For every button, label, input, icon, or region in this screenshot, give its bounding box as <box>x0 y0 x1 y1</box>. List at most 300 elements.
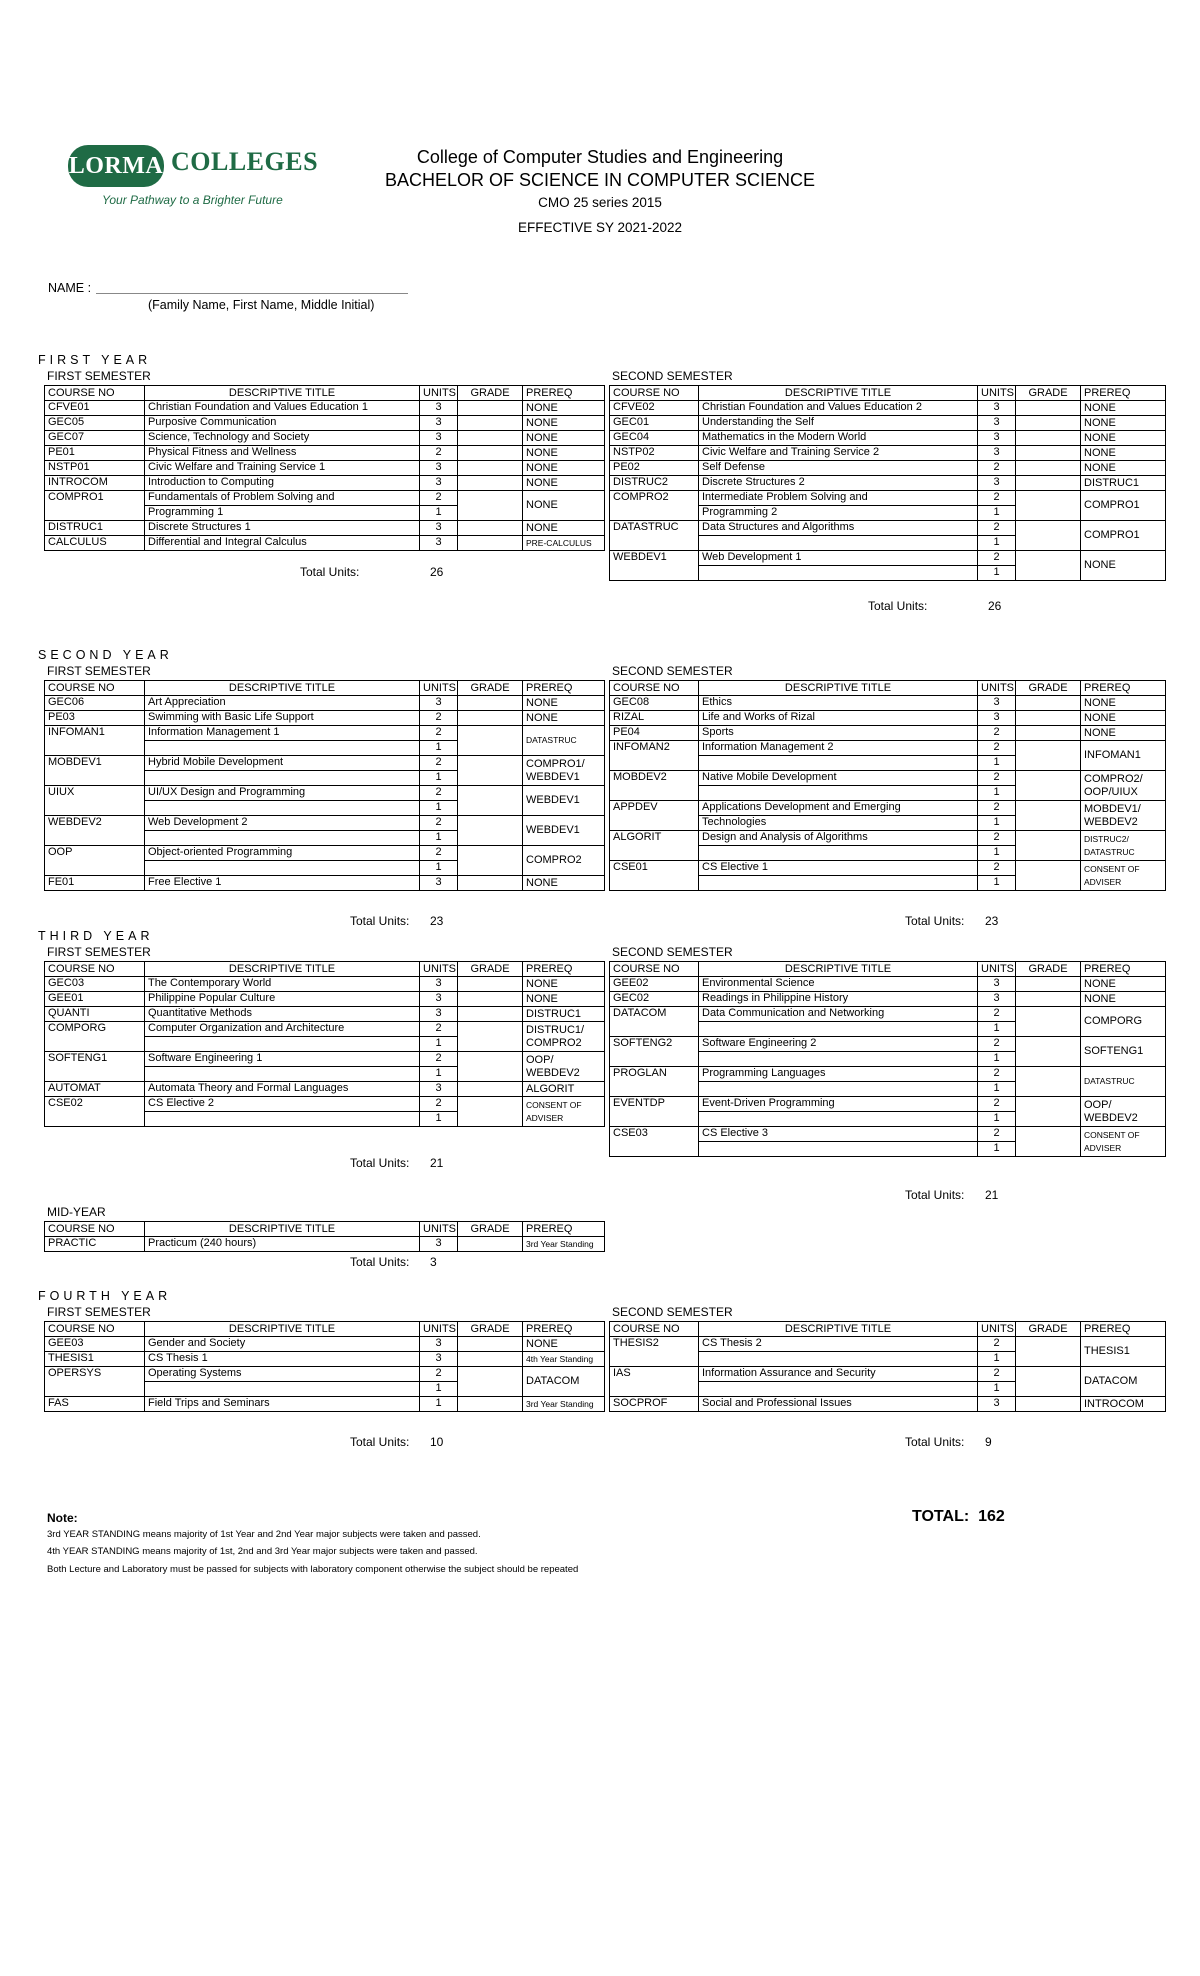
course-units: 3 <box>420 1337 458 1352</box>
prereq-line: ALGORIT <box>526 1082 575 1095</box>
grade-cell[interactable] <box>458 401 523 416</box>
course-units: 3 <box>420 1007 458 1022</box>
col-prereq-header: PREREQ <box>523 1322 605 1337</box>
course-code: PE02 <box>610 461 699 476</box>
prereq-line: COMPRO2 <box>526 854 582 866</box>
course-title: Data Communication and Networking <box>699 1007 978 1022</box>
course-units-lab: 1 <box>978 756 1016 771</box>
course-table <box>44 1321 605 1412</box>
course-code: GEC04 <box>610 431 699 446</box>
prereq-line: INFOMAN1 <box>1084 749 1141 761</box>
course-prereq <box>523 1082 605 1097</box>
course-units: 2 <box>978 1337 1016 1352</box>
course-units-lab: 1 <box>978 1112 1016 1127</box>
table-row <box>45 977 605 992</box>
col-grade-header: GRADE <box>1016 962 1081 977</box>
grade-cell[interactable] <box>458 476 523 491</box>
grade-cell[interactable] <box>458 846 523 876</box>
total-units <box>905 914 1055 928</box>
total-units-value: 10 <box>430 1435 444 1449</box>
table-row <box>610 461 1166 476</box>
grade-cell[interactable] <box>458 816 523 846</box>
course-prereq <box>523 476 605 491</box>
course-code: COMPRO2 <box>610 491 699 521</box>
grade-cell[interactable] <box>1016 1367 1081 1397</box>
grade-cell[interactable] <box>1016 1097 1081 1127</box>
grade-cell[interactable] <box>1016 521 1081 551</box>
grade-cell[interactable] <box>1016 461 1081 476</box>
table-row <box>45 786 605 801</box>
course-title: Software Engineering 1 <box>145 1052 420 1067</box>
course-title: Free Elective 1 <box>145 876 420 891</box>
course-units-lab: 1 <box>978 786 1016 801</box>
col-title-header: DESCRIPTIVE TITLE <box>699 386 978 401</box>
course-code: SOFTENG2 <box>610 1037 699 1067</box>
course-units-lab: 1 <box>978 876 1016 891</box>
prereq-line: DATACOM <box>1084 1375 1138 1387</box>
course-title: CS Thesis 1 <box>145 1352 420 1367</box>
course-title: Understanding the Self <box>699 416 978 431</box>
grade-cell[interactable] <box>458 1022 523 1052</box>
table-row <box>45 1397 605 1412</box>
col-units-header: UNITS <box>978 681 1016 696</box>
grand-total-label: TOTAL: <box>912 1508 970 1525</box>
prereq-line: ADVISER <box>1084 876 1122 887</box>
grade-cell[interactable] <box>458 977 523 992</box>
course-code: QUANTI <box>45 1007 145 1022</box>
prereq-line: NONE <box>1084 401 1116 414</box>
course-units: 3 <box>978 992 1016 1007</box>
course-code: WEBDEV1 <box>610 551 699 581</box>
grade-cell[interactable] <box>1016 726 1081 741</box>
table-row <box>610 771 1166 786</box>
course-title: Event-Driven Programming <box>699 1097 978 1112</box>
course-table <box>44 1221 605 1252</box>
course-prereq <box>523 446 605 461</box>
note-line: Both Lecture and Laboratory must be passed for subjects with laboratory component otherwise the subject should be repeated <box>47 1564 579 1575</box>
course-title-cont <box>699 566 978 581</box>
col-grade-header: GRADE <box>1016 386 1081 401</box>
prereq-line: DISTRUC2/ <box>1084 833 1129 844</box>
prereq-line: ADVISER <box>526 1112 564 1123</box>
course-title: Environmental Science <box>699 977 978 992</box>
course-units: 2 <box>978 831 1016 846</box>
course-prereq <box>523 536 605 551</box>
course-title: Object-oriented Programming <box>145 846 420 861</box>
grade-cell[interactable] <box>458 992 523 1007</box>
grade-cell[interactable] <box>1016 491 1081 521</box>
course-units: 2 <box>978 861 1016 876</box>
course-units-lab: 1 <box>978 1142 1016 1157</box>
table-row <box>610 416 1166 431</box>
course-code: EVENTDP <box>610 1097 699 1127</box>
grade-cell[interactable] <box>458 1367 523 1397</box>
course-title: Swimming with Basic Life Support <box>145 711 420 726</box>
course-units-lab: 1 <box>978 506 1016 521</box>
grade-cell[interactable] <box>458 786 523 816</box>
course-units: 3 <box>420 696 458 711</box>
grade-cell[interactable] <box>458 1352 523 1367</box>
grade-cell[interactable] <box>1016 401 1081 416</box>
grade-cell[interactable] <box>1016 1067 1081 1097</box>
prereq-line: MOBDEV1/ <box>1084 802 1141 815</box>
name-field-line[interactable] <box>96 293 408 294</box>
total-units-value: 23 <box>430 914 444 928</box>
table-row <box>610 726 1166 741</box>
table-header-row <box>610 1322 1166 1337</box>
course-units: 3 <box>420 431 458 446</box>
prereq-line: OOP/UIUX <box>1084 785 1138 798</box>
table-row <box>610 431 1166 446</box>
prereq-line: NONE <box>526 431 558 444</box>
note-line: 4th YEAR STANDING means majority of 1st, 2nd and 3rd Year major subjects were taken and passed. <box>47 1546 478 1557</box>
table-header-row <box>610 962 1166 977</box>
course-title: CS Elective 1 <box>699 861 978 876</box>
total-units <box>350 1255 500 1269</box>
course-title: Christian Foundation and Values Education 2 <box>699 401 978 416</box>
course-code: OPERSYS <box>45 1367 145 1397</box>
col-grade-header: GRADE <box>458 681 523 696</box>
col-grade-header: GRADE <box>458 386 523 401</box>
total-units-label: Total Units: <box>350 1255 410 1269</box>
prereq-line: NONE <box>526 499 558 511</box>
course-title: Web Development 1 <box>699 551 978 566</box>
table-header-row <box>45 1222 605 1237</box>
course-title: Data Structures and Algorithms <box>699 521 978 536</box>
grade-cell[interactable] <box>1016 992 1081 1007</box>
course-prereq <box>1081 431 1166 446</box>
course-units: 3 <box>420 476 458 491</box>
table-row <box>610 711 1166 726</box>
course-units: 2 <box>978 1067 1016 1082</box>
table-row <box>45 1007 605 1022</box>
course-title: CS Elective 3 <box>699 1127 978 1142</box>
course-prereq <box>523 756 605 786</box>
prereq-line: NONE <box>1084 977 1116 990</box>
prereq-line: NONE <box>526 446 558 459</box>
prereq-line: NONE <box>1084 711 1116 724</box>
grade-cell[interactable] <box>1016 446 1081 461</box>
course-prereq <box>523 431 605 446</box>
course-title: Civic Welfare and Training Service 1 <box>145 461 420 476</box>
table-row <box>45 416 605 431</box>
course-title-cont: Programming 2 <box>699 506 978 521</box>
course-units: 3 <box>978 1397 1016 1412</box>
sem-heading: FIRST SEMESTER <box>47 945 151 959</box>
year-heading-4: FOURTH YEAR <box>38 1289 172 1303</box>
grade-cell[interactable] <box>1016 476 1081 491</box>
grade-cell[interactable] <box>458 1237 523 1252</box>
grand-total-value: 162 <box>978 1508 1005 1525</box>
col-title-header: DESCRIPTIVE TITLE <box>145 962 420 977</box>
course-code: GEC08 <box>610 696 699 711</box>
table-row <box>610 696 1166 711</box>
course-units: 2 <box>420 1367 458 1382</box>
course-units: 2 <box>978 551 1016 566</box>
course-units-lab: 1 <box>420 1382 458 1397</box>
course-title: Intermediate Problem Solving and <box>699 491 978 506</box>
sem-heading: SECOND SEMESTER <box>612 1305 733 1319</box>
course-prereq <box>1081 992 1166 1007</box>
course-prereq <box>1081 801 1166 831</box>
grade-cell[interactable] <box>1016 1007 1081 1037</box>
course-units-lab: 1 <box>978 1052 1016 1067</box>
grade-cell[interactable] <box>458 1082 523 1097</box>
total-units-label: Total Units: <box>350 1435 410 1449</box>
prereq-line: NONE <box>526 521 558 534</box>
prereq-line: NONE <box>1084 431 1116 444</box>
prereq-line: WEBDEV1 <box>526 794 580 806</box>
course-title-cont <box>699 536 978 551</box>
course-code: FAS <box>45 1397 145 1412</box>
course-title-cont <box>145 831 420 846</box>
table-row <box>610 801 1166 816</box>
table-row <box>45 491 605 506</box>
grade-cell[interactable] <box>1016 711 1081 726</box>
course-code: SOCPROF <box>610 1397 699 1412</box>
prereq-line: 4th Year Standing <box>526 1353 594 1364</box>
prereq-line: CONSENT OF <box>1084 863 1140 874</box>
total-units <box>905 1435 1055 1449</box>
course-units: 3 <box>978 711 1016 726</box>
table-row <box>610 861 1166 876</box>
course-code: DISTRUC1 <box>45 521 145 536</box>
grade-cell[interactable] <box>458 1337 523 1352</box>
grade-cell[interactable] <box>458 1007 523 1022</box>
sem-heading: SECOND SEMESTER <box>612 664 733 678</box>
prereq-line: INTROCOM <box>1084 1397 1144 1410</box>
course-table <box>609 961 1166 1157</box>
course-code: THESIS2 <box>610 1337 699 1367</box>
col-grade-header: GRADE <box>458 1222 523 1237</box>
course-units: 2 <box>420 726 458 741</box>
course-prereq <box>1081 416 1166 431</box>
course-title-cont <box>145 1382 420 1397</box>
course-title: Hybrid Mobile Development <box>145 756 420 771</box>
course-prereq <box>523 1052 605 1082</box>
course-title: Self Defense <box>699 461 978 476</box>
table-row <box>610 977 1166 992</box>
course-title-cont <box>699 1352 978 1367</box>
grade-cell[interactable] <box>1016 771 1081 801</box>
grade-cell[interactable] <box>458 446 523 461</box>
course-units-lab: 1 <box>420 1067 458 1082</box>
grade-cell[interactable] <box>458 696 523 711</box>
prereq-line: OOP/ <box>526 1053 554 1066</box>
course-prereq <box>1081 726 1166 741</box>
course-prereq <box>1081 491 1166 521</box>
grade-cell[interactable] <box>1016 551 1081 581</box>
course-units-lab: 1 <box>978 1082 1016 1097</box>
grade-cell[interactable] <box>458 1052 523 1082</box>
prereq-line: NONE <box>1084 696 1116 709</box>
table-header-row <box>610 681 1166 696</box>
course-units-lab: 1 <box>420 506 458 521</box>
course-units: 2 <box>978 491 1016 506</box>
col-course-header: COURSE NO <box>610 1322 699 1337</box>
course-title: CS Thesis 2 <box>699 1337 978 1352</box>
course-prereq <box>523 461 605 476</box>
table-header-row <box>45 962 605 977</box>
course-title: Purposive Communication <box>145 416 420 431</box>
table-row <box>610 992 1166 1007</box>
course-units: 2 <box>420 786 458 801</box>
grade-cell[interactable] <box>458 711 523 726</box>
col-title-header: DESCRIPTIVE TITLE <box>145 386 420 401</box>
course-code: UIUX <box>45 786 145 816</box>
table-row <box>610 1007 1166 1022</box>
course-units: 3 <box>978 977 1016 992</box>
table-row <box>610 741 1166 756</box>
grade-cell[interactable] <box>1016 1397 1081 1412</box>
course-code: IAS <box>610 1367 699 1397</box>
grade-cell[interactable] <box>1016 801 1081 831</box>
course-code: INFOMAN1 <box>45 726 145 756</box>
sem-heading: FIRST SEMESTER <box>47 664 151 678</box>
course-prereq <box>523 992 605 1007</box>
course-title-cont: Programming 1 <box>145 506 420 521</box>
total-units-value: 23 <box>985 914 999 928</box>
table-row <box>45 461 605 476</box>
grade-cell[interactable] <box>1016 1037 1081 1067</box>
grade-cell[interactable] <box>458 416 523 431</box>
course-prereq <box>523 1352 605 1367</box>
course-prereq <box>523 416 605 431</box>
course-code: CALCULUS <box>45 536 145 551</box>
course-units: 2 <box>978 726 1016 741</box>
course-title: Applications Development and Emerging <box>699 801 978 816</box>
course-prereq <box>1081 1097 1166 1127</box>
course-code: INFOMAN2 <box>610 741 699 771</box>
course-title: Gender and Society <box>145 1337 420 1352</box>
grade-cell[interactable] <box>458 521 523 536</box>
grade-cell[interactable] <box>458 876 523 891</box>
course-units: 2 <box>978 461 1016 476</box>
course-title: Social and Professional Issues <box>699 1397 978 1412</box>
course-title-cont <box>699 786 978 801</box>
total-units-value: 21 <box>430 1156 444 1170</box>
col-title-header: DESCRIPTIVE TITLE <box>145 681 420 696</box>
grade-cell[interactable] <box>1016 831 1081 861</box>
prereq-line: COMPRO1/ <box>526 757 585 770</box>
table-row <box>45 1237 605 1252</box>
col-title-header: DESCRIPTIVE TITLE <box>699 681 978 696</box>
course-title: Sports <box>699 726 978 741</box>
course-units-lab: 1 <box>420 1037 458 1052</box>
prereq-line: ADVISER <box>1084 1142 1122 1153</box>
course-title-cont <box>699 1112 978 1127</box>
col-course-header: COURSE NO <box>45 962 145 977</box>
course-units: 3 <box>978 476 1016 491</box>
prereq-line: PRE-CALCULUS <box>526 537 592 548</box>
grade-cell[interactable] <box>458 1397 523 1412</box>
course-title: Life and Works of Rizal <box>699 711 978 726</box>
course-title-cont <box>699 1082 978 1097</box>
grade-cell[interactable] <box>458 536 523 551</box>
prereq-line: WEBDEV2 <box>526 1066 580 1079</box>
course-units: 2 <box>420 711 458 726</box>
course-units: 2 <box>978 1127 1016 1142</box>
course-units: 3 <box>420 876 458 891</box>
prereq-line: DISTRUC1/ <box>526 1023 585 1036</box>
course-prereq <box>523 521 605 536</box>
grade-cell[interactable] <box>458 461 523 476</box>
program-title: BACHELOR OF SCIENCE IN COMPUTER SCIENCE <box>384 170 816 190</box>
course-title: Philippine Popular Culture <box>145 992 420 1007</box>
total-units-label: Total Units: <box>905 1435 965 1449</box>
course-table <box>609 385 1166 581</box>
course-code: SOFTENG1 <box>45 1052 145 1082</box>
course-units: 2 <box>420 1052 458 1067</box>
grade-cell[interactable] <box>1016 741 1081 771</box>
course-title-cont <box>145 741 420 756</box>
grade-cell[interactable] <box>1016 696 1081 711</box>
prereq-line: WEBDEV1 <box>526 824 580 836</box>
course-code: INTROCOM <box>45 476 145 491</box>
course-prereq <box>523 1007 605 1022</box>
course-title: Christian Foundation and Values Education 1 <box>145 401 420 416</box>
grade-cell[interactable] <box>458 491 523 521</box>
course-code: GEC02 <box>610 992 699 1007</box>
grade-cell[interactable] <box>1016 977 1081 992</box>
course-units: 3 <box>978 416 1016 431</box>
course-code: PE01 <box>45 446 145 461</box>
course-code: COMPORG <box>45 1022 145 1052</box>
prereq-line: NONE <box>1084 559 1116 571</box>
table-row <box>610 831 1166 846</box>
course-title-cont <box>699 756 978 771</box>
col-units-header: UNITS <box>420 386 458 401</box>
grade-cell[interactable] <box>1016 1337 1081 1367</box>
col-prereq-header: PREREQ <box>1081 386 1166 401</box>
table-row <box>45 876 605 891</box>
grade-cell[interactable] <box>1016 1127 1081 1157</box>
course-prereq <box>1081 831 1166 861</box>
course-code: AUTOMAT <box>45 1082 145 1097</box>
course-prereq <box>523 977 605 992</box>
course-code: NSTP02 <box>610 446 699 461</box>
year-heading-3: THIRD YEAR <box>38 929 154 943</box>
grade-cell[interactable] <box>458 431 523 446</box>
course-prereq <box>1081 1397 1166 1412</box>
course-title: Design and Analysis of Algorithms <box>699 831 978 846</box>
course-prereq <box>523 846 605 876</box>
grade-cell[interactable] <box>458 1097 523 1127</box>
course-units: 2 <box>978 1007 1016 1022</box>
col-units-header: UNITS <box>420 962 458 977</box>
course-units-lab: 1 <box>978 816 1016 831</box>
table-row <box>610 476 1166 491</box>
logo-tagline: Your Pathway to a Brighter Future <box>102 193 283 207</box>
grade-cell[interactable] <box>1016 431 1081 446</box>
course-code: WEBDEV2 <box>45 816 145 846</box>
course-title: Native Mobile Development <box>699 771 978 786</box>
col-prereq-header: PREREQ <box>1081 1322 1166 1337</box>
course-prereq <box>523 816 605 846</box>
col-title-header: DESCRIPTIVE TITLE <box>145 1322 420 1337</box>
total-units <box>350 1156 500 1170</box>
grade-cell[interactable] <box>458 726 523 756</box>
course-title: Civic Welfare and Training Service 2 <box>699 446 978 461</box>
grade-cell[interactable] <box>1016 416 1081 431</box>
course-code: CFVE01 <box>45 401 145 416</box>
prereq-line: WEBDEV2 <box>1084 1111 1138 1124</box>
grade-cell[interactable] <box>458 756 523 786</box>
course-units: 3 <box>978 446 1016 461</box>
course-prereq <box>1081 711 1166 726</box>
course-units: 1 <box>420 1397 458 1412</box>
grade-cell[interactable] <box>1016 861 1081 891</box>
